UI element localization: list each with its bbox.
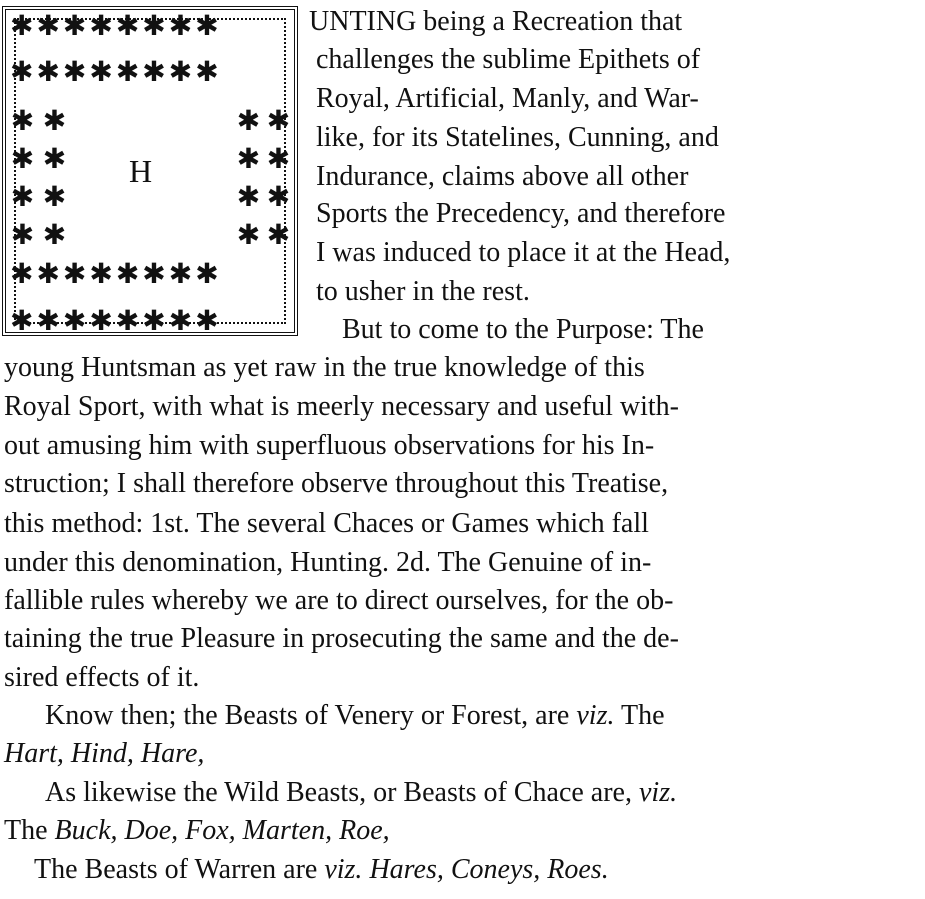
text-line-5: Indurance, claims above all other <box>316 161 689 192</box>
text-line-16: fallible rules whereby we are to direct ourselves, for the ob- <box>4 585 674 616</box>
text-line-8: to usher in the rest. <box>316 276 530 307</box>
text-line-9: But to come to the Purpose: The <box>342 314 704 345</box>
text-line-6: Sports the Precedency, and therefore <box>316 198 726 229</box>
text-line-22-start: The <box>4 815 55 846</box>
text-line-22-italic: Buck, Doe, Fox, Marten, Roe, <box>54 815 390 846</box>
text-line-17: taining the true Pleasure in prosecuting the same and the de- <box>4 623 679 654</box>
text-line-21 <box>45 779 677 807</box>
text-line-12: out amusing him with superfluous observations for his In- <box>4 430 655 461</box>
text-line-19-start: Know then; the Beasts of Venery or Forest, are <box>45 700 577 731</box>
ornamental-initial-block <box>2 6 298 336</box>
text-line-14: this method: 1st. The several Chaces or Games which fall <box>4 508 649 539</box>
text-line-1: UNTING being a Recreation that <box>309 6 683 37</box>
text-line-23-viz: viz. <box>324 854 363 885</box>
text-line-22 <box>4 817 390 845</box>
ornament-right-column-2: ✱✱✱✱ <box>262 104 295 256</box>
ornament-left-column-2: ✱✱✱✱ <box>38 104 71 256</box>
text-line-11: Royal Sport, with what is meerly necessary and useful with- <box>4 391 679 422</box>
text-line-3: Royal, Artificial, Manly, and War- <box>316 83 699 114</box>
text-line-20: Hart, Hind, Hare, <box>4 738 205 769</box>
text-line-4: like, for its Statelines, Cunning, and <box>316 122 719 153</box>
text-line-21-viz: viz. <box>639 777 678 808</box>
ornament-bottom-row: ✱✱✱✱✱✱✱✱ <box>10 304 222 337</box>
ornament-mid-bottom-row: ✱✱✱✱✱✱✱✱ <box>10 257 222 290</box>
text-line-2: challenges the sublime Epithets of <box>316 44 701 75</box>
text-line-19 <box>45 702 665 730</box>
ornament-mid-top-row: ✱✱✱✱✱✱✱✱ <box>10 55 222 88</box>
initial-letter: H <box>129 153 153 189</box>
text-line-19-end: The <box>614 700 665 731</box>
text-line-23-start: The Beasts of Warren are <box>34 854 325 885</box>
text-line-18: sired effects of it. <box>4 662 200 693</box>
ornament-top-row: ✱✱✱✱✱✱✱✱ <box>10 9 222 42</box>
ornament-left-column: ✱✱✱✱ <box>6 104 39 256</box>
text-line-10: young Huntsman as yet raw in the true knowledge of this <box>4 352 645 383</box>
text-line-23 <box>34 856 609 884</box>
text-line-15: under this denomination, Hunting. 2d. The Genuine of in- <box>4 547 652 578</box>
text-line-7: I was induced to place it at the Head, <box>316 237 731 268</box>
text-line-19-viz: viz. <box>576 700 615 731</box>
text-line-13: struction; I shall therefore observe throughout this Treatise, <box>4 468 669 499</box>
text-line-23-italic: Hares, Coneys, Roes. <box>362 854 609 885</box>
text-line-21-start: As likewise the Wild Beasts, or Beasts of Chace are, <box>45 777 639 808</box>
ornament-right-column: ✱✱✱✱ <box>232 104 265 256</box>
